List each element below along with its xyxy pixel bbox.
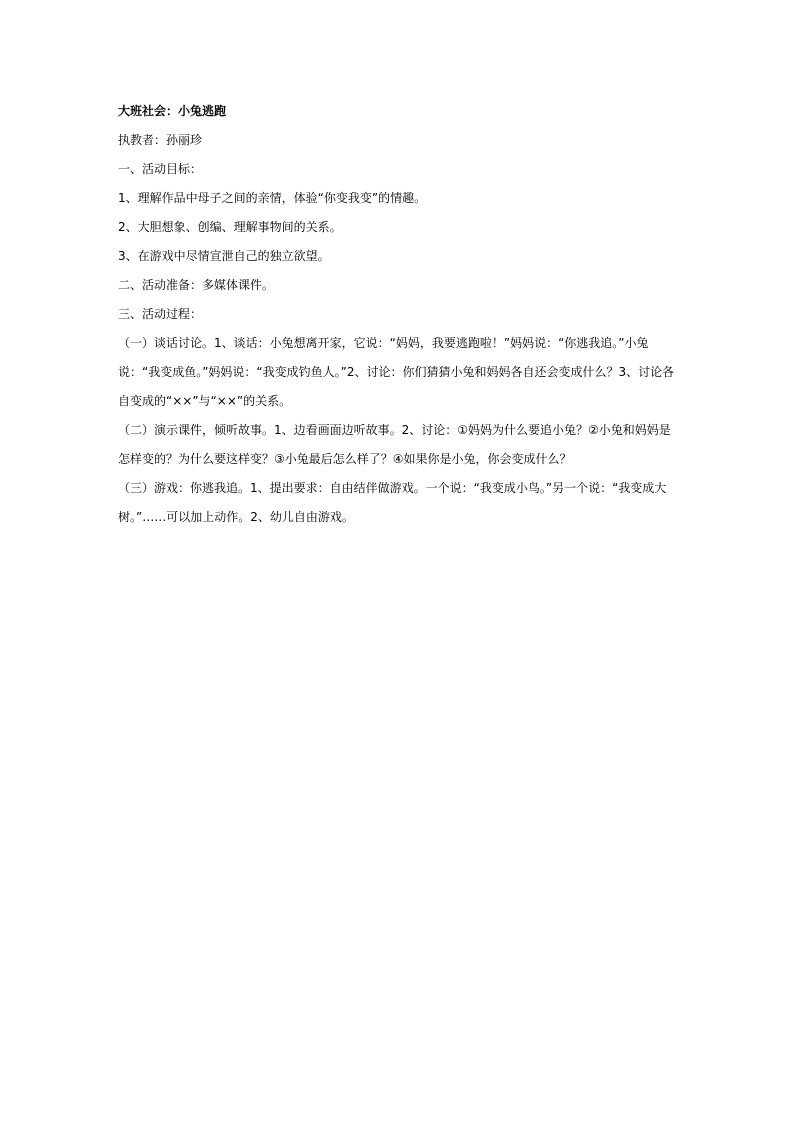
preparation-line: 二、活动准备：多媒体课件。 — [118, 278, 275, 292]
document-body — [118, 101, 678, 536]
author-line: 执教者：孙丽珍 — [118, 133, 203, 147]
goals-heading: 一、活动目标： — [118, 162, 203, 176]
goal-item-2: 2、大胆想象、创编、理解事物间的关系。 — [118, 220, 342, 234]
process-heading: 三、活动过程： — [118, 307, 203, 321]
goal-item-3: 3、在游戏中尽情宣泄自己的独立欲望。 — [118, 249, 330, 263]
process-step-1: （一）谈话讨论。1、谈话：小兔想离开家，它说：“妈妈，我要逃跑啦！”妈妈说：“你逃我追。”小兔说：“我变成鱼。”妈妈说：“我变成钓鱼人。”2、讨论：你们猜猜小兔和妈妈各自还会变成什么？3、讨论各自变成的“××”与“××”的关系。 — [118, 336, 675, 408]
process-step-3: （三）游戏：你逃我追。1、提出要求：自由结伴做游戏。一个说：“我变成小鸟。”另一个说：“我变成大树。”……可以加上动作。2、幼儿自由游戏。 — [118, 481, 667, 524]
document-title: 大班社会：小兔逃跑 — [118, 104, 227, 118]
process-step-2: （二）演示课件，倾听故事。1、边看画面边听故事。2、讨论：①妈妈为什么要追小兔？②小兔和妈妈是怎样变的？为什么要这样变？③小兔最后怎么样了？④如果你是小兔，你会变成什么？ — [118, 423, 671, 466]
goal-item-1: 1、理解作品中母子之间的亲情，体验“你变我变”的情趣。 — [118, 191, 427, 205]
